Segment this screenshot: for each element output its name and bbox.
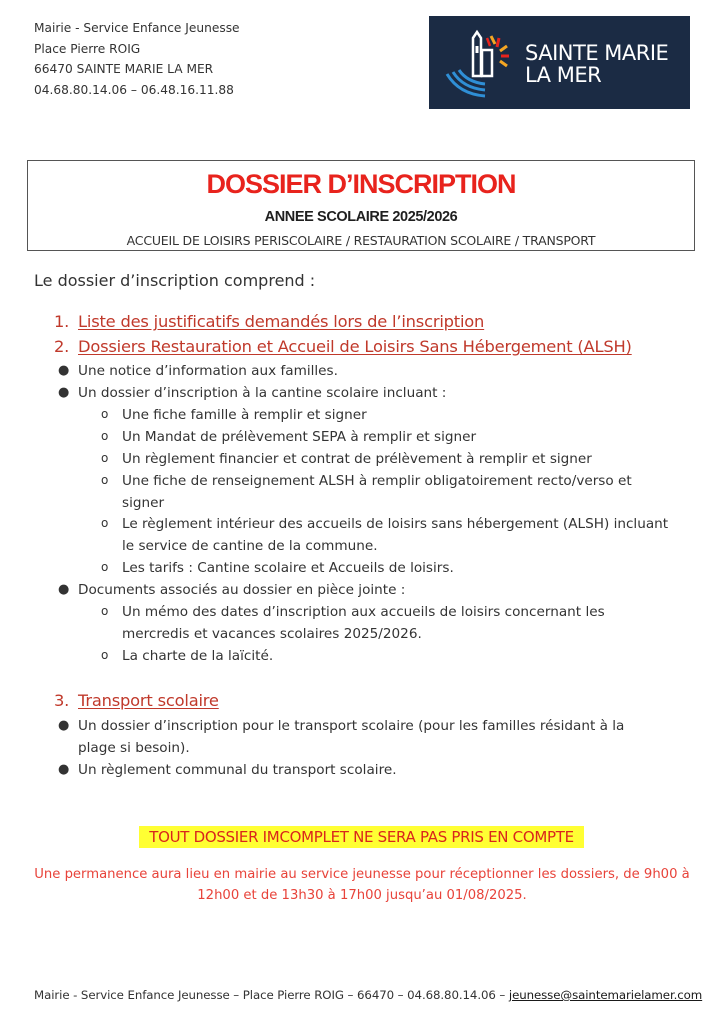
- circle-bullet-icon: o: [101, 560, 109, 574]
- list-item-continued: plage si besoin).: [78, 740, 190, 756]
- address-line: 66470 SAINTE MARIE LA MER: [34, 62, 214, 76]
- permanence-line: 12h00 et de 13h30 à 17h00 jusqu’au 01/08/2025.: [197, 888, 527, 903]
- address-line: 04.68.80.14.06 – 06.48.16.11.88: [34, 82, 234, 97]
- list-item: Un règlement communal du transport scolaire.: [78, 762, 397, 778]
- sender-address: [34, 18, 240, 100]
- bullet-icon: ●: [58, 363, 70, 378]
- bullet-icon: ●: [58, 582, 70, 597]
- permanence-notice: [30, 864, 694, 906]
- sub-list-item-continued: le service de cantine de la commune.: [122, 538, 378, 554]
- intro-text: Le dossier d’inscription comprend :: [34, 271, 316, 290]
- bullet-icon: ●: [58, 762, 70, 777]
- circle-bullet-icon: o: [101, 604, 109, 618]
- bullet-icon: ●: [58, 385, 70, 400]
- section-number: 3.: [54, 691, 70, 710]
- circle-bullet-icon: o: [101, 516, 109, 530]
- list-item: Un dossier d’inscription pour le transport scolaire (pour les familles résidant à la: [78, 718, 625, 734]
- sub-list-item: Une fiche famille à remplir et signer: [122, 407, 367, 423]
- section-title: Liste des justificatifs demandés lors de l’inscription: [78, 312, 485, 331]
- circle-bullet-icon: o: [101, 648, 109, 662]
- circle-bullet-icon: o: [101, 451, 109, 465]
- sub-list-item-continued: mercredis et vacances scolaires 2025/2026.: [122, 626, 422, 642]
- logo-wordmark: [525, 42, 668, 86]
- sub-list-item: Les tarifs : Cantine scolaire et Accueils de loisirs.: [122, 560, 454, 576]
- address-line: Place Pierre ROIG: [34, 41, 141, 56]
- section-number: 1.: [54, 312, 70, 331]
- list-item: Documents associés au dossier en pièce jointe :: [78, 582, 406, 598]
- circle-bullet-icon: o: [101, 407, 109, 421]
- circle-bullet-icon: o: [101, 429, 109, 443]
- document-title: DOSSIER D’INSCRIPTION: [206, 169, 516, 199]
- section-number: 2.: [54, 337, 70, 356]
- title-box: [27, 160, 695, 251]
- permanence-line: Une permanence aura lieu en mairie au service jeunesse pour réceptionner les dossiers, de 9h00 à: [34, 867, 690, 882]
- town-logo: [429, 16, 690, 109]
- address-line: Mairie - Service Enfance Jeunesse: [34, 21, 240, 35]
- page-footer: [34, 988, 702, 1002]
- footer-email-link[interactable]: jeunesse@saintemarielamer.com: [508, 988, 703, 1002]
- services-line: ACCUEIL DE LOISIRS PERISCOLAIRE / RESTAURATION SCOLAIRE / TRANSPORT: [126, 233, 596, 248]
- logo-line-2: LA MER: [525, 63, 602, 87]
- section-1-heading: [54, 312, 484, 331]
- list-item: Un dossier d’inscription à la cantine scolaire incluant :: [78, 385, 447, 401]
- section-3-heading: [54, 691, 219, 710]
- sub-list-item-continued: signer: [122, 495, 165, 511]
- section-title: Transport scolaire: [78, 691, 219, 710]
- incomplete-warning: TOUT DOSSIER IMCOMPLET NE SERA PAS PRIS EN COMPTE: [139, 826, 584, 848]
- sub-list-item: Un règlement financier et contrat de prélèvement à remplir et signer: [122, 451, 592, 467]
- list-item: Une notice d’information aux familles.: [78, 363, 338, 379]
- circle-bullet-icon: o: [101, 473, 109, 487]
- school-year: ANNEE SCOLAIRE 2025/2026: [264, 209, 458, 225]
- section-2-heading: [54, 337, 632, 356]
- sub-list-item: Un mémo des dates d’inscription aux accueils de loisirs concernant les: [122, 604, 605, 620]
- logo-line-1: SAINTE MARIE: [525, 41, 669, 65]
- sub-list-item: La charte de la laïcité.: [122, 648, 274, 664]
- sub-list-item: Le règlement intérieur des accueils de loisirs sans hébergement (ALSH) incluant: [122, 516, 669, 532]
- section-title: Dossiers Restauration et Accueil de Loisirs Sans Hébergement (ALSH): [78, 337, 632, 356]
- bullet-icon: ●: [58, 718, 70, 733]
- sub-list-item: Une fiche de renseignement ALSH à remplir obligatoirement recto/verso et: [122, 473, 632, 489]
- footer-text: Mairie - Service Enfance Jeunesse – Place Pierre ROIG – 66470 – 04.68.80.14.06 –: [34, 988, 506, 1002]
- sub-list-item: Un Mandat de prélèvement SEPA à remplir et signer: [122, 429, 477, 445]
